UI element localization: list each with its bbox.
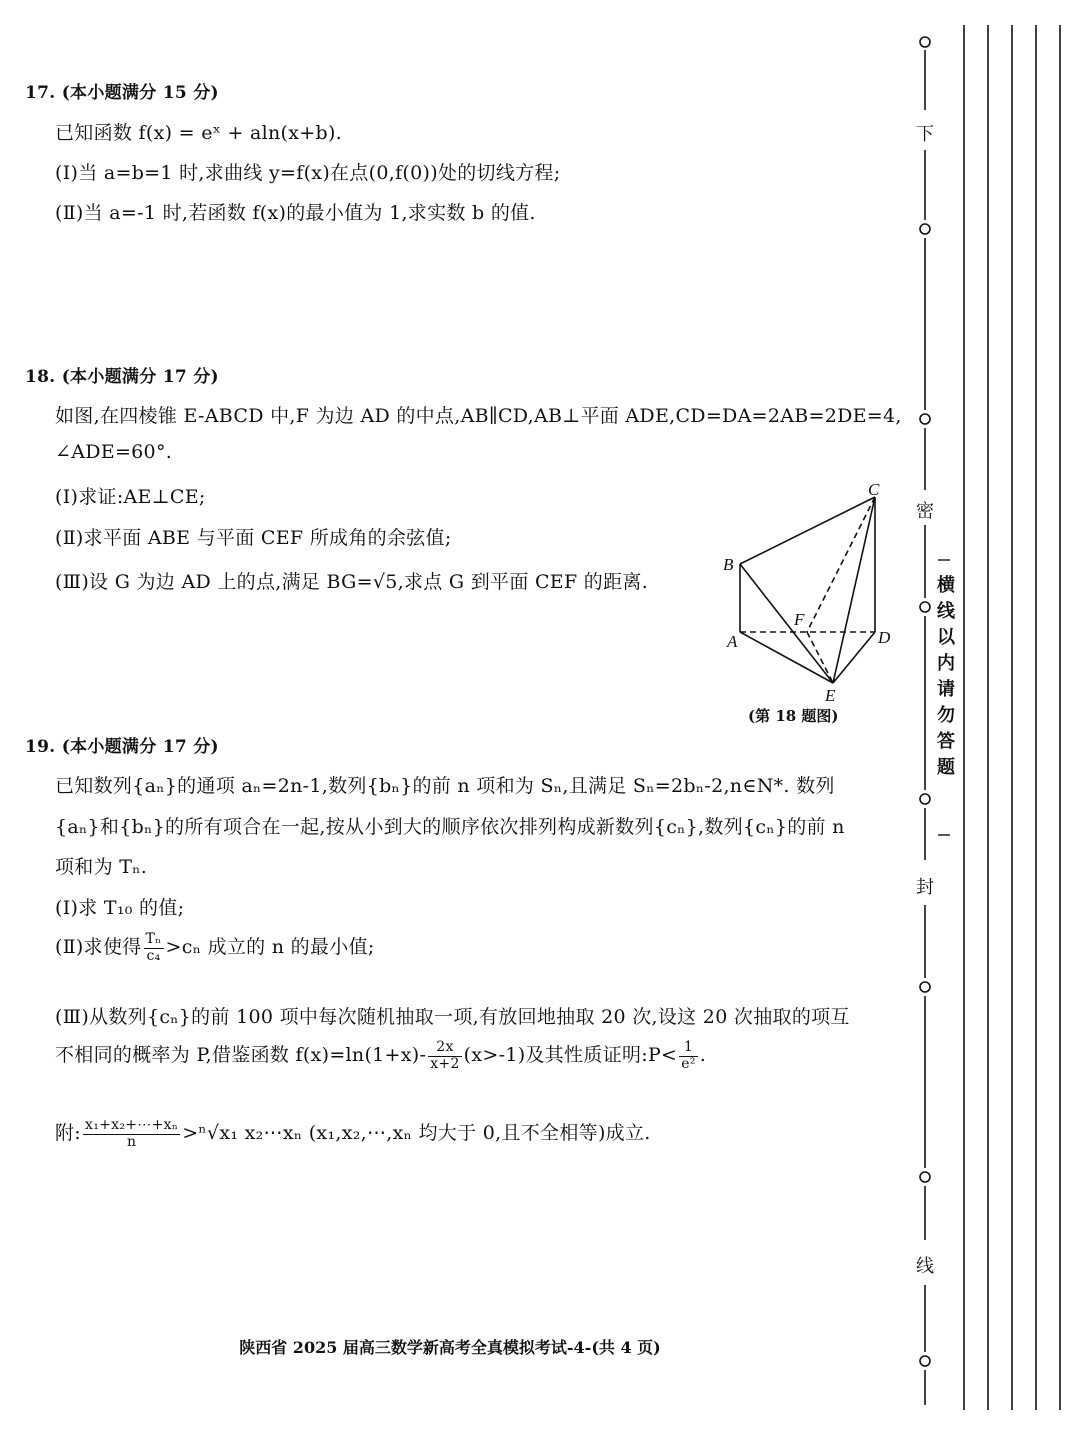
q19-part3-line1: (Ⅲ)从数列{cₙ}的前 100 项中每次随机抽取一项,有放回地抽取 20 次,设这 20 次抽取的项互 [55,1006,850,1028]
q18-heading: 18. (本小题满分 17 分) [25,367,219,387]
label-C: C [868,480,880,499]
q19-part2-denominator: c₄ [146,947,161,964]
q19-intro-line1: 已知数列{aₙ}的通项 aₙ=2n-1,数列{bₙ}的前 n 项和为 Sₙ,且满足 Sₙ=2bₙ-2,n∈N*. 数列 [55,775,835,797]
binding-hole [920,1172,930,1182]
edge-BE [740,564,833,683]
binding-hole [920,37,930,47]
q19-part2-prefix: (Ⅱ)求使得 [55,936,142,958]
q19-part3-text-a: 不相同的概率为 P,借鉴函数 f(x)=ln(1+x)- [55,1044,427,1066]
q17-intro: 已知函数 f(x) = eˣ + aln(x+b). [55,122,343,144]
figure-caption: (第 18 题图) [748,707,839,725]
edge-CF [807,497,875,632]
appendix-suffix: >ⁿ√x₁ x₂⋯xₙ (x₁,x₂,⋯,xₙ 均大于 0,且不全相等)成立. [182,1122,651,1144]
binding-hole [920,224,930,234]
pyramid-figure [715,475,915,730]
q19-part3-frac2-numerator: 1 [679,1040,698,1056]
q19-intro-line2: {aₙ}和{bₙ}的所有项合在一起,按从小到大的顺序依次排列构成新数列{cₙ},数列{cₙ}的前 n [55,816,845,838]
q18-part3: (Ⅲ)设 G 为边 AD 上的点,满足 BG=√5,求点 G 到平面 CEF 的距离. [55,571,649,593]
q17-part2: (Ⅱ)当 a=-1 时,若函数 f(x)的最小值为 1,求实数 b 的值. [55,202,536,224]
label-A: A [727,632,738,651]
label-D: D [878,628,891,647]
appendix-denominator: n [126,1133,137,1150]
binding-margin [900,0,1080,1430]
q19-appendix [55,1118,651,1150]
edge-AE [740,632,833,683]
q19-part3-text-b: (x>-1)及其性质证明:P< [463,1044,678,1066]
q19-heading: 19. (本小题满分 17 分) [25,737,219,757]
q19-part3-fraction [428,1040,461,1072]
appendix-prefix: 附: [55,1122,82,1144]
q19-part2-fraction [144,932,164,964]
q17-heading: 17. (本小题满分 15 分) [25,83,219,103]
q19-part3-frac-numerator: 2x [428,1040,461,1056]
q18-part2: (Ⅱ)求平面 ABE 与平面 CEF 所成角的余弦值; [55,527,452,549]
binding-hole [920,602,930,612]
appendix-fraction [83,1118,180,1150]
seal-char-xian: 线 [916,1256,934,1277]
q19-part3-frac2-denominator: e² [681,1055,696,1072]
no-answer-warning: 横线以内请勿答题 [934,575,955,783]
q18-part1: (Ⅰ)求证:AE⊥CE; [55,486,206,508]
q18-intro-line2: ∠ADE=60°. [55,441,173,463]
page-footer: 陕西省 2025 届高三数学新高考全真模拟考试-4-(共 4 页) [239,1338,661,1357]
q19-part2 [55,932,375,964]
label-E: E [825,686,836,705]
q19-part2-suffix: >cₙ 成立的 n 的最小值; [165,936,375,958]
edge-BC [740,497,875,564]
seal-char-xia: 下 [916,124,934,145]
binding-hole [920,982,930,992]
label-B: B [723,555,734,574]
label-F: F [794,610,805,629]
binding-hole [920,794,930,804]
binding-hole [920,414,930,424]
seal-char-feng: 封 [916,877,934,898]
q19-intro-line3: 项和为 Tₙ. [55,856,148,878]
q19-part3-line2 [55,1040,706,1072]
binding-hole [920,1356,930,1366]
q19-part3-text-c: . [699,1044,707,1066]
q19-part3-frac-denominator: x+2 [430,1055,460,1072]
seal-char-mi: 密 [916,501,934,522]
edge-CE [833,497,875,683]
q17-part1: (Ⅰ)当 a=b=1 时,求曲线 y=f(x)在点(0,f(0))处的切线方程; [55,162,561,184]
q19-part1: (Ⅰ)求 T₁₀ 的值; [55,897,185,919]
q19-part2-numerator: Tₙ [145,931,162,948]
appendix-numerator: x₁+x₂+⋯+xₙ [85,1117,179,1134]
q19-part3-fraction2 [679,1040,698,1072]
q18-intro-line1: 如图,在四棱锥 E-ABCD 中,F 为边 AD 的中点,AB∥CD,AB⊥平面 ADE,CD=DA=2AB=2DE=4, [55,405,902,427]
